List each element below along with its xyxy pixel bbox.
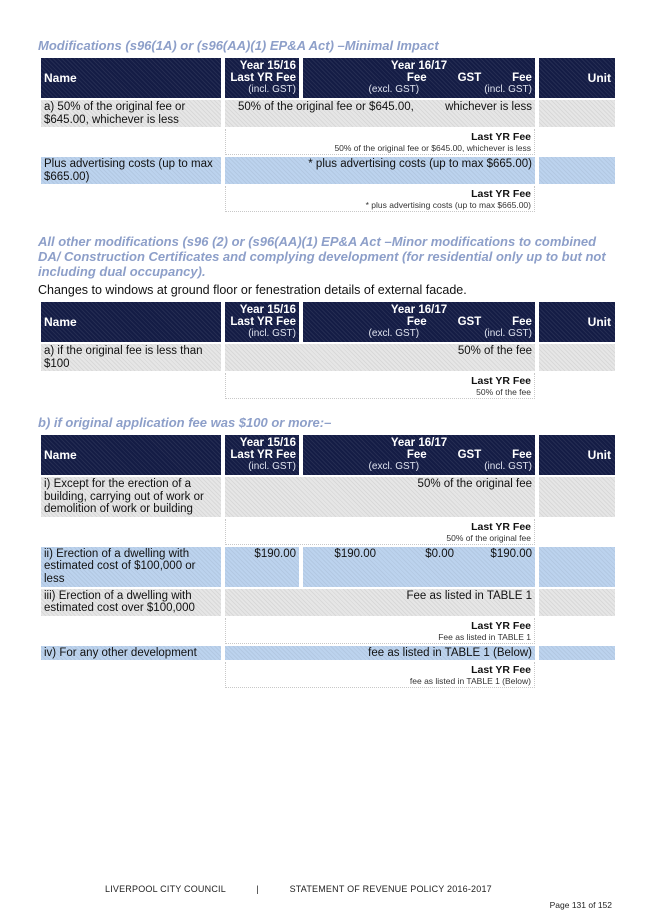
section-subtext: Changes to windows at ground floor or fenestration details of external facade. (38, 283, 467, 297)
last-year-row (41, 373, 615, 399)
last-year-fee: Last YR Fee 50% of the original fee (225, 519, 535, 545)
row-name: Plus advertising costs (up to max $665.00) (41, 157, 221, 184)
row-unit (539, 100, 615, 127)
table-row (41, 589, 615, 616)
header-year16: Year 16/17 Fee GST Fee (excl. GST) (incl. GST) (303, 58, 535, 98)
header-unit: Unit (539, 302, 615, 342)
row-fee: 50% of the fee (225, 344, 535, 371)
row-fee: Fee as listed in TABLE 1 (225, 589, 535, 616)
header-name: Name (41, 302, 221, 342)
header-unit: Unit (539, 435, 615, 475)
table-header (41, 58, 615, 98)
footer-statement: STATEMENT OF REVENUE POLICY 2016-2017 (289, 884, 492, 894)
table-row (41, 547, 615, 587)
header-name: Name (41, 58, 221, 98)
last-year-fee: Last YR Fee * plus advertising costs (up to max $665.00) (225, 186, 535, 212)
last-year-fee: Last YR Fee 50% of the fee (225, 373, 535, 399)
header-name: Name (41, 435, 221, 475)
header-year15: Year 15/16 Last YR Fee (incl. GST) (225, 302, 299, 342)
row-fee: fee as listed in TABLE 1 (Below) (225, 646, 535, 661)
row-name: a) if the original fee is less than $100 (41, 344, 221, 371)
row-fee: 50% of the original fee (225, 477, 535, 517)
table-header (41, 302, 615, 342)
table-row (41, 157, 615, 184)
row-unit (539, 344, 615, 371)
last-year-fee: Last YR Fee Fee as listed in TABLE 1 (225, 618, 535, 644)
last-year-row (41, 662, 615, 688)
row-unit (539, 646, 615, 661)
last-year-row (41, 618, 615, 644)
section-heading-minimal-impact: Modifications (s96(1A) or (s96(AA)(1) EP&A Act) –Minimal Impact (38, 38, 439, 53)
header-year15: Year 15/16 Last YR Fee (incl. GST) (225, 58, 299, 98)
row-unit (539, 157, 615, 184)
row-fee-excl: $190.00 (334, 547, 376, 560)
table-row (41, 646, 615, 661)
header-year16: Year 16/17 Fee GST Fee (excl. GST) (incl. GST) (303, 302, 535, 342)
row-fee-incl: $190.00 (490, 547, 532, 560)
page-footer (105, 884, 492, 894)
last-year-row (41, 519, 615, 545)
fee-table-original-fee-100-or-more (37, 433, 619, 690)
section-heading-original-fee-100-or-more: b) if original application fee was $100 or more:– (38, 415, 332, 430)
footer-council: LIVERPOOL CITY COUNCIL (105, 884, 226, 894)
table-row (41, 344, 615, 371)
table-row (41, 477, 615, 517)
table-row (41, 100, 615, 127)
last-year-row (41, 186, 615, 212)
footer-separator: | (256, 884, 259, 894)
row-name: a) 50% of the original fee or $645.00, whichever is less (41, 100, 221, 127)
last-year-row (41, 129, 615, 155)
fee-table-minor-modifications (37, 300, 619, 401)
row-last-yr-fee: $190.00 (225, 547, 299, 587)
section-heading-minor-modifications: All other modifications (s96 (2) or (s96(AA)(1) EP&A Act –Minor modifications to combined DA/ Construction Certificates and complying development (for residential only up to but not including dual occupancy). (38, 234, 606, 279)
row-fee: 50% of the original fee or $645.00, whichever is less (225, 100, 535, 127)
header-unit: Unit (539, 58, 615, 98)
last-year-fee: Last YR Fee fee as listed in TABLE 1 (Below) (225, 662, 535, 688)
row-name: i) Except for the erection of a building, carrying out of work or demolition of work or building (41, 477, 221, 517)
row-fees-year16 (303, 547, 535, 587)
row-name: iii) Erection of a dwelling with estimated cost over $100,000 (41, 589, 221, 616)
page-number: Page 131 of 152 (549, 900, 612, 910)
table-header (41, 435, 615, 475)
fee-table-minimal-impact (37, 56, 619, 214)
last-year-fee: Last YR Fee 50% of the original fee or $645.00, whichever is less (225, 129, 535, 155)
row-fee: * plus advertising costs (up to max $665.00) (225, 157, 535, 184)
row-unit (539, 547, 615, 587)
row-unit (539, 477, 615, 517)
header-year15: Year 15/16 Last YR Fee (incl. GST) (225, 435, 299, 475)
row-gst: $0.00 (425, 547, 454, 560)
row-name: iv) For any other development (41, 646, 221, 661)
row-name: ii) Erection of a dwelling with estimated cost of $100,000 or less (41, 547, 221, 587)
row-unit (539, 589, 615, 616)
header-year16: Year 16/17 Fee GST Fee (excl. GST) (incl. GST) (303, 435, 535, 475)
